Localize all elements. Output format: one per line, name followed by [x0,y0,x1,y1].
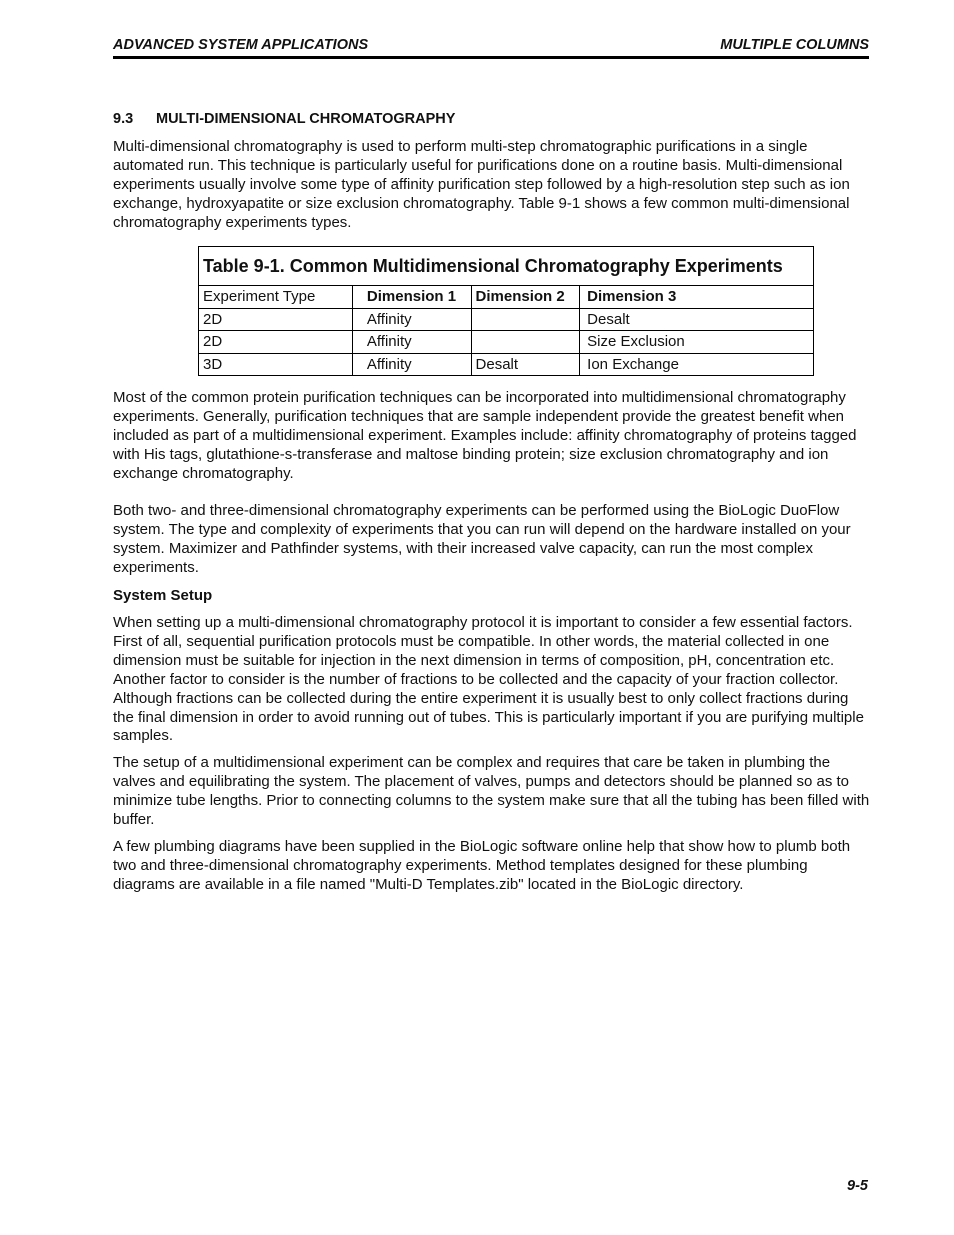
table-cell: Affinity [352,308,471,331]
column-header-dimension-1: Dimension 1 [352,286,471,309]
table-row [199,308,814,331]
table-cell: Size Exclusion [580,331,814,354]
table-cell: Affinity [352,331,471,354]
header-left: ADVANCED SYSTEM APPLICATIONS [113,37,369,53]
column-header-experiment-type: Experiment Type [199,286,353,309]
table-row [199,353,814,376]
table-caption: Table 9-1. Common Multidimensional Chromatography Experiments [199,247,814,286]
column-header-dimension-3: Dimension 3 [580,286,814,309]
section-number: 9.3 [113,111,134,127]
page-number: 9-5 [847,1178,868,1194]
table-cell: 3D [199,353,353,376]
table-header-row [199,286,814,309]
plumbing-setup-paragraph: The setup of a multidimensional experiment can be complex and requires that care be taken in plumbing the valves and equilibrating the system. The placement of valves, pumps and detectors should be planned so as to minimize tube lengths. Prior to connecting columns to the system make sure that all the tubing has been filled with buffer. [113,754,870,828]
table-cell: Desalt [580,308,814,331]
section-title: MULTI-DIMENSIONAL CHROMATOGRAPHY [156,111,456,127]
table-caption-row [199,247,814,286]
duoflow-paragraph: Both two- and three-dimensional chromatography experiments can be performed using the BioLogic DuoFlow system. The type and complexity of experiments that you can run will depend on the hardware installed on your system. Maximizer and Pathfinder systems, with their increased valve capacity, can run the most complex experiments. [113,502,851,576]
running-header [113,36,869,59]
table-row [199,331,814,354]
header-right: MULTIPLE COLUMNS [720,37,869,53]
techniques-paragraph: Most of the common protein purification techniques can be incorporated into multidimensional chromatography experiments. Generally, purification techniques that are sample independent provide the greatest benefit when included as part of a multidimensional experiment. Examples include: affinity chromatography of proteins tagged with His tags, glutathione-s-transferase and maltose binding protein; size exclusion chromatography and ion exchange chromatography. [113,389,857,482]
table-cell: 2D [199,331,353,354]
section-heading [113,111,455,127]
system-setup-heading: System Setup [113,587,213,604]
table-cell: Ion Exchange [580,353,814,376]
table-cell: Affinity [352,353,471,376]
column-header-dimension-2: Dimension 2 [471,286,580,309]
system-setup-paragraph: When setting up a multi-dimensional chromatography protocol it is important to consider a few essential factors. First of all, sequential purification protocols must be compatible. In other words, the material collected in one dimension must be suitable for injection in the next dimension in terms of composition, pH, concentration etc. Another factor to consider is the number of fractions to be collected and the capacity of your fraction collector. Although fractions can be collected during the entire experiment it is usually best to only collect fractions during the final dimension in order to avoid running out of tubes. This is particularly important if you are purifying multiple samples. [113,614,864,745]
table-cell: 2D [199,308,353,331]
experiments-table [198,246,814,376]
table-cell: Desalt [471,353,580,376]
table-cell [471,308,580,331]
table-cell [471,331,580,354]
plumbing-diagrams-paragraph: A few plumbing diagrams have been supplied in the BioLogic software online help that show how to plumb both two and three-dimensional chromatography experiments. Method templates designed for these plumbing diagrams are available in a file named "Multi-D Templates.zib" located in the BioLogic directory. [113,838,851,893]
intro-paragraph: Multi-dimensional chromatography is used to perform multi-step chromatographic purifications in a single automated run. This technique is particularly useful for purifications done on a routine basis. Multi-dimensional experiments usually involve some type of affinity purification step followed by a high-resolution step such as ion exchange, hydroxyapatite or size exclusion chromatography. Table 9-1 shows a few common multi-dimensional chromatography experiments types. [113,138,850,231]
